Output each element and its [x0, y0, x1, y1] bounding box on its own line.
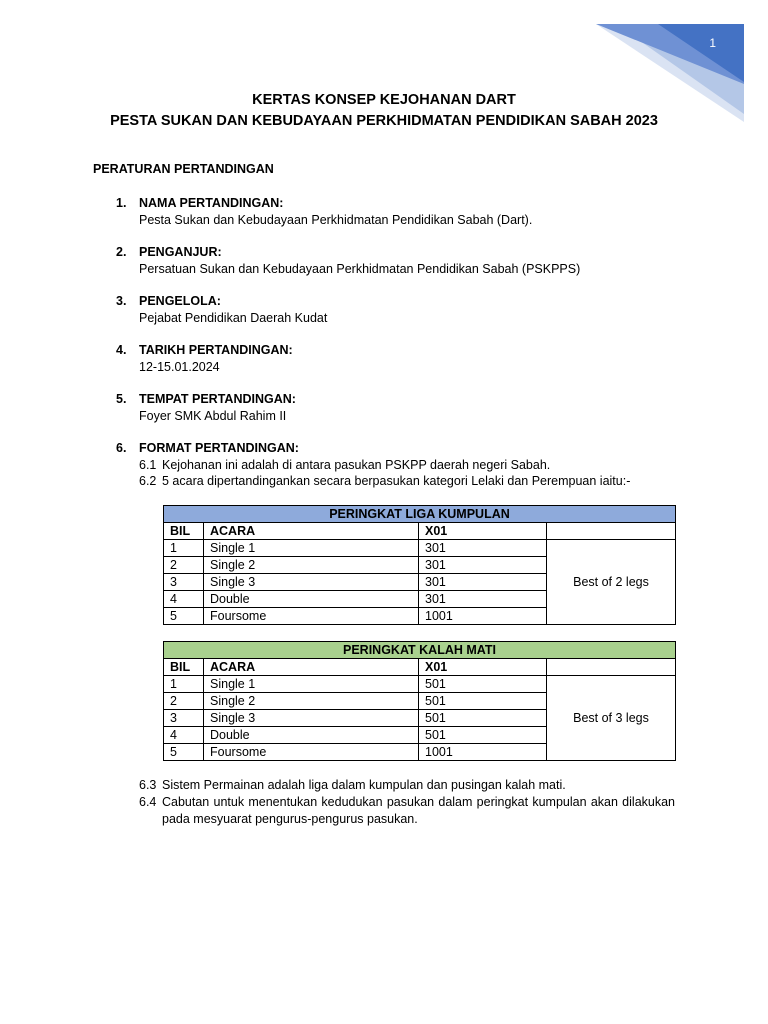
table-title: PERINGKAT LIGA KUMPULAN — [164, 506, 676, 523]
item-heading: FORMAT PERTANDINGAN: — [139, 441, 299, 455]
item-text: Foyer SMK Abdul Rahim II — [139, 409, 287, 423]
item-heading: TARIKH PERTANDINGAN: — [139, 343, 293, 357]
column-header: X01 — [419, 523, 547, 540]
column-header: BIL — [164, 523, 204, 540]
format-point: 6.1 Kejohanan ini adalah di antara pasukan PSKPP daerah negeri Sabah. — [139, 458, 551, 472]
table-row: 5 Foursome 1001 — [164, 744, 676, 761]
column-header: BIL — [164, 659, 204, 676]
item-4: 4. TARIKH PERTANDINGAN: 12-15.01.2024 — [116, 342, 676, 376]
format-point: 6.2 5 acara dipertandingankan secara berpasukan kategori Lelaki dan Perempuan iaitu:- — [139, 474, 631, 488]
table-row: 4 Double 501 — [164, 727, 676, 744]
table-row: 1 Single 1 301 Best of 2 legs — [164, 540, 676, 557]
item-heading: TEMPAT PERTANDINGAN: — [139, 392, 296, 406]
table-row: 3 Single 3 301 — [164, 574, 676, 591]
column-header: ACARA — [204, 659, 419, 676]
table-row: 3 Single 3 501 — [164, 710, 676, 727]
knockout-table — [163, 641, 676, 761]
table-row: 2 Single 2 301 — [164, 557, 676, 574]
section-heading: PERATURAN PERTANDINGAN — [93, 162, 274, 176]
item-6: 6. FORMAT PERTANDINGAN: — [116, 441, 299, 455]
table-row: 1 Single 1 501 Best of 3 legs — [164, 676, 676, 693]
item-3: 3. PENGELOLA: Pejabat Pendidikan Daerah Kudat — [116, 293, 676, 327]
item-heading: PENGELOLA: — [139, 294, 221, 308]
page-number: 1 — [709, 36, 716, 50]
title-line-2: PESTA SUKAN DAN KEBUDAYAAN PERKHIDMATAN PENDIDIKAN SABAH 2023 — [110, 113, 658, 129]
item-1: 1. NAMA PERTANDINGAN: Pesta Sukan dan Kebudayaan Perkhidmatan Pendidikan Sabah (Dart). — [116, 195, 676, 229]
table-title: PERINGKAT KALAH MATI — [164, 642, 676, 659]
item-text: Pesta Sukan dan Kebudayaan Perkhidmatan Pendidikan Sabah (Dart). — [139, 213, 533, 227]
legs-note: Best of 3 legs — [547, 676, 676, 761]
document-title — [0, 90, 768, 132]
table-row: 2 Single 2 501 — [164, 693, 676, 710]
table-row: 4 Double 301 — [164, 591, 676, 608]
format-point: 6.4 Cabutan untuk menentukan kedudukan pasukan dalam peringkat kumpulan akan dilakukan pada mesyuarat pengurus-pengurus pasukan. — [139, 795, 675, 826]
column-header: X01 — [419, 659, 547, 676]
item-text: Pejabat Pendidikan Daerah Kudat — [139, 311, 328, 325]
title-line-1: KERTAS KONSEP KEJOHANAN DART — [252, 92, 516, 108]
table-row: 5 Foursome 1001 — [164, 608, 676, 625]
item-text: 12-15.01.2024 — [139, 360, 220, 374]
item-5: 5. TEMPAT PERTANDINGAN: Foyer SMK Abdul Rahim II — [116, 391, 676, 425]
league-table — [163, 505, 676, 625]
column-header: ACARA — [204, 523, 419, 540]
item-2: 2. PENGANJUR: Persatuan Sukan dan Kebudayaan Perkhidmatan Pendidikan Sabah (PSKPPS) — [116, 244, 676, 278]
format-point: 6.3 Sistem Permainan adalah liga dalam kumpulan dan pusingan kalah mati. — [139, 778, 566, 792]
legs-note: Best of 2 legs — [547, 540, 676, 625]
item-heading: NAMA PERTANDINGAN: — [139, 196, 284, 210]
item-text: Persatuan Sukan dan Kebudayaan Perkhidmatan Pendidikan Sabah (PSKPPS) — [139, 262, 581, 276]
item-heading: PENGANJUR: — [139, 245, 222, 259]
